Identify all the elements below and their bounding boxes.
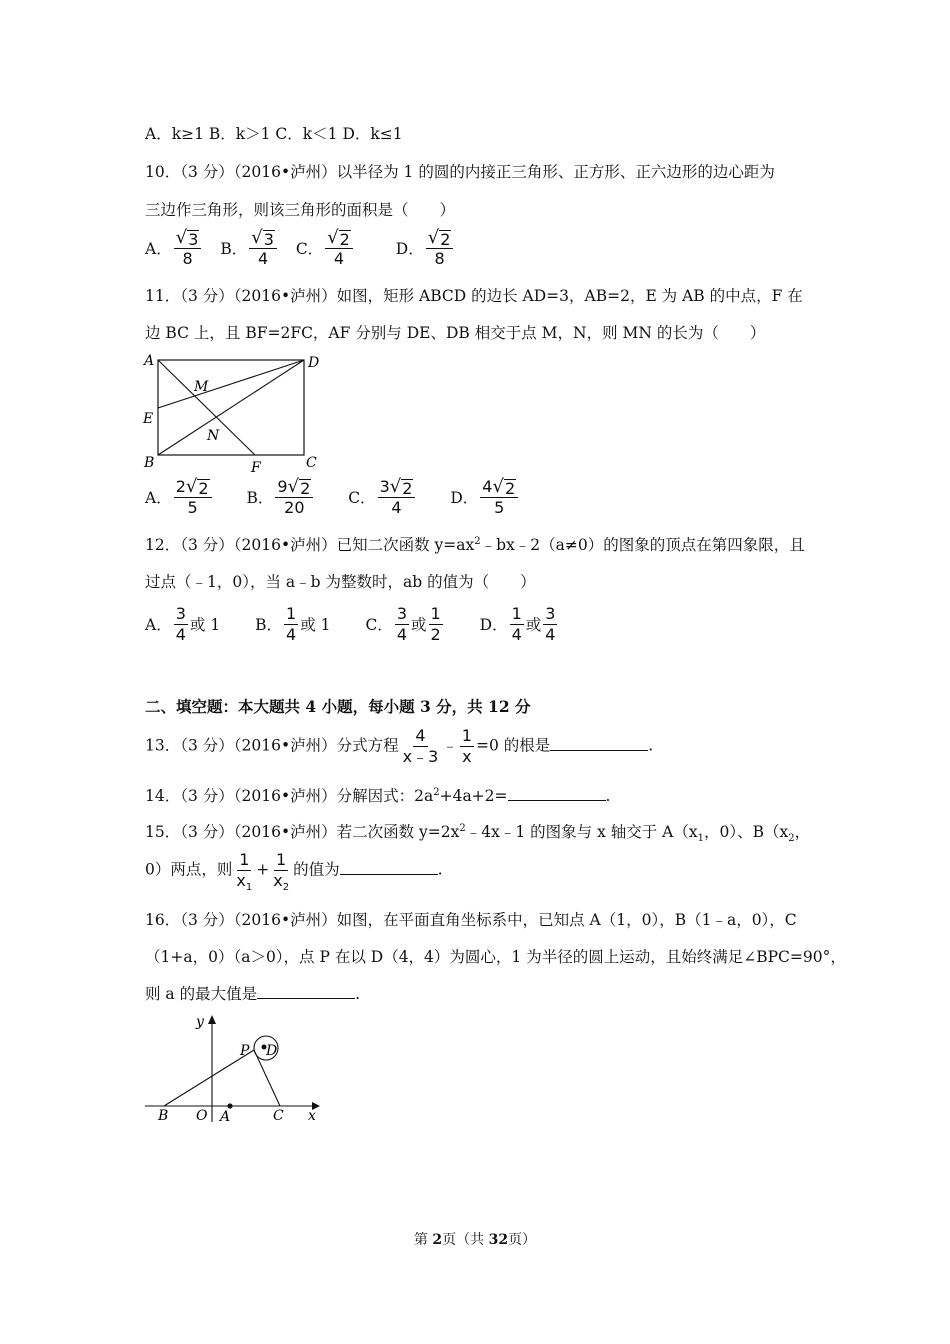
q16-stem-line2: （1+a，0）（a＞0），点 P 在以 D（4，4）为圆心，1 为半径的圆上运动，且始终满足∠BPC=90°， <box>145 948 846 966</box>
segment-de <box>158 360 304 408</box>
q11-option-a[interactable]: A． 2 √ 2 5 <box>145 477 214 518</box>
q16-answer-blank[interactable] <box>257 984 355 999</box>
q10-stem-line1: 10．（3 分）（2016•泸州）以半径为 1 的圆的内接正三角形、正方形、正六边形的边心距为 <box>145 163 775 181</box>
q12-options <box>145 604 571 645</box>
q10-options <box>145 228 467 269</box>
q15-stem-line1: 15．（3 分）（2016•泸州）若二次函数 $y=2x^2﹣4x﹣1$ 的图象与 x 轴交于 $A(x_1$，0）、$B(x_2$， <box>145 822 811 845</box>
label-b: B <box>158 1108 169 1124</box>
label-a: A <box>144 353 155 369</box>
point-a-dot <box>227 1103 232 1108</box>
q16-coordinate-figure <box>140 1010 325 1130</box>
label-y: y <box>196 1014 204 1030</box>
q10-option-d[interactable]: D． √ 2 8 <box>396 228 456 269</box>
q16-stem-line1: 16．（3 分）（2016•泸州）如图，在平面直角坐标系中，已知点 A（1，0），B（1﹣a，0），C <box>145 911 797 929</box>
q16-stem-line3: 则 a 的最大值是 . <box>145 985 361 1003</box>
q11-stem-line2: 边 BC 上，且 BF=2FC，AF 分别与 DE、DB 相交于点 M，N，则 MN 的长为（ ） <box>145 324 766 342</box>
q10-stem-line2: 三边作三角形，则该三角形的面积是（ ） <box>145 201 456 219</box>
q15-answer-blank[interactable] <box>340 860 438 875</box>
q12-stem-line2: 过点（﹣1，0），当 a﹣b 为整数时，ab 的值为（ ） <box>145 573 536 591</box>
label-d: D <box>266 1043 278 1059</box>
q11-option-d[interactable]: D． 4 √ 2 5 <box>450 477 520 518</box>
label-n: N <box>207 428 220 444</box>
q12-option-a[interactable]: A． $\frac{3}{4}$ 或 1 <box>145 604 221 644</box>
q10-option-a[interactable]: A． √ 3 8 <box>145 228 203 269</box>
q15-stem-line2: 0）两点，则 $\frac{1}{x_1}$ + $\frac{1}{x_2}$ 的值为 . <box>145 850 443 894</box>
label-e: E <box>143 411 154 427</box>
label-o: O <box>196 1108 208 1124</box>
q12-option-c[interactable]: C． $\frac{3}{4}$ 或 $\frac{1}{2}$ <box>365 604 441 644</box>
page-footer: 第 2页（共 32页） <box>413 1232 537 1248</box>
q10-option-c[interactable]: C． √ 2 4 <box>296 228 355 269</box>
y-axis-arrow <box>208 1015 216 1024</box>
label-p: P <box>240 1043 250 1059</box>
label-m: M <box>194 379 209 395</box>
q13-stem: 13．（3 分）（2016•泸州）分式方程 $\frac{4}{x﹣3}$ ﹣ $\frac{1}{x}$ =0 的根是 . <box>145 726 654 766</box>
q12-option-b[interactable]: B． $\frac{1}{4}$ 或 1 <box>255 604 331 644</box>
q11-options <box>145 477 532 518</box>
label-a: A <box>220 1109 231 1125</box>
q14-answer-blank[interactable] <box>508 786 606 801</box>
q9-options: A．k≥1 B．k＞1 C．k＜1 D．k≤1 <box>145 125 403 143</box>
label-c: C <box>273 1108 284 1124</box>
q14-stem: 14．（3 分）（2016•泸州）分解因式：$2a^2+4a+2=$ . <box>145 786 611 805</box>
q12-option-d[interactable]: D． $\frac{1}{4}$ 或 $\frac{3}{4}$ <box>479 604 556 644</box>
label-d: D <box>308 355 320 371</box>
total-pages: 32 <box>488 1232 509 1248</box>
q10-option-b[interactable]: B． √ 3 4 <box>220 228 279 269</box>
label-x: x <box>308 1108 316 1124</box>
q11-option-c[interactable]: C． 3 √ 2 4 <box>348 477 417 518</box>
q11-option-b[interactable]: B． 9 √ 2 20 <box>247 477 316 518</box>
label-b: B <box>144 455 155 471</box>
label-c: C <box>306 455 317 471</box>
label-f: F <box>251 460 261 475</box>
q11-stem-line1: 11．（3 分）（2016•泸州）如图，矩形 ABCD 的边长 AD=3，AB=2，E 为 AB 的中点，F 在 <box>145 287 803 305</box>
q11-rectangle-figure <box>140 350 325 475</box>
section-2-heading: 二、填空题：本大题共 4 小题，每小题 3 分，共 12 分 <box>145 697 531 716</box>
q12-stem-line1: 12．（3 分）（2016•泸州）已知二次函数 $y=ax^2﹣bx﹣2(a\ne 0)$的图象的顶点在第四象限，且 <box>145 535 805 554</box>
segment-db <box>158 360 304 455</box>
page-number: 2 <box>432 1232 443 1248</box>
q13-answer-blank[interactable] <box>550 736 648 751</box>
